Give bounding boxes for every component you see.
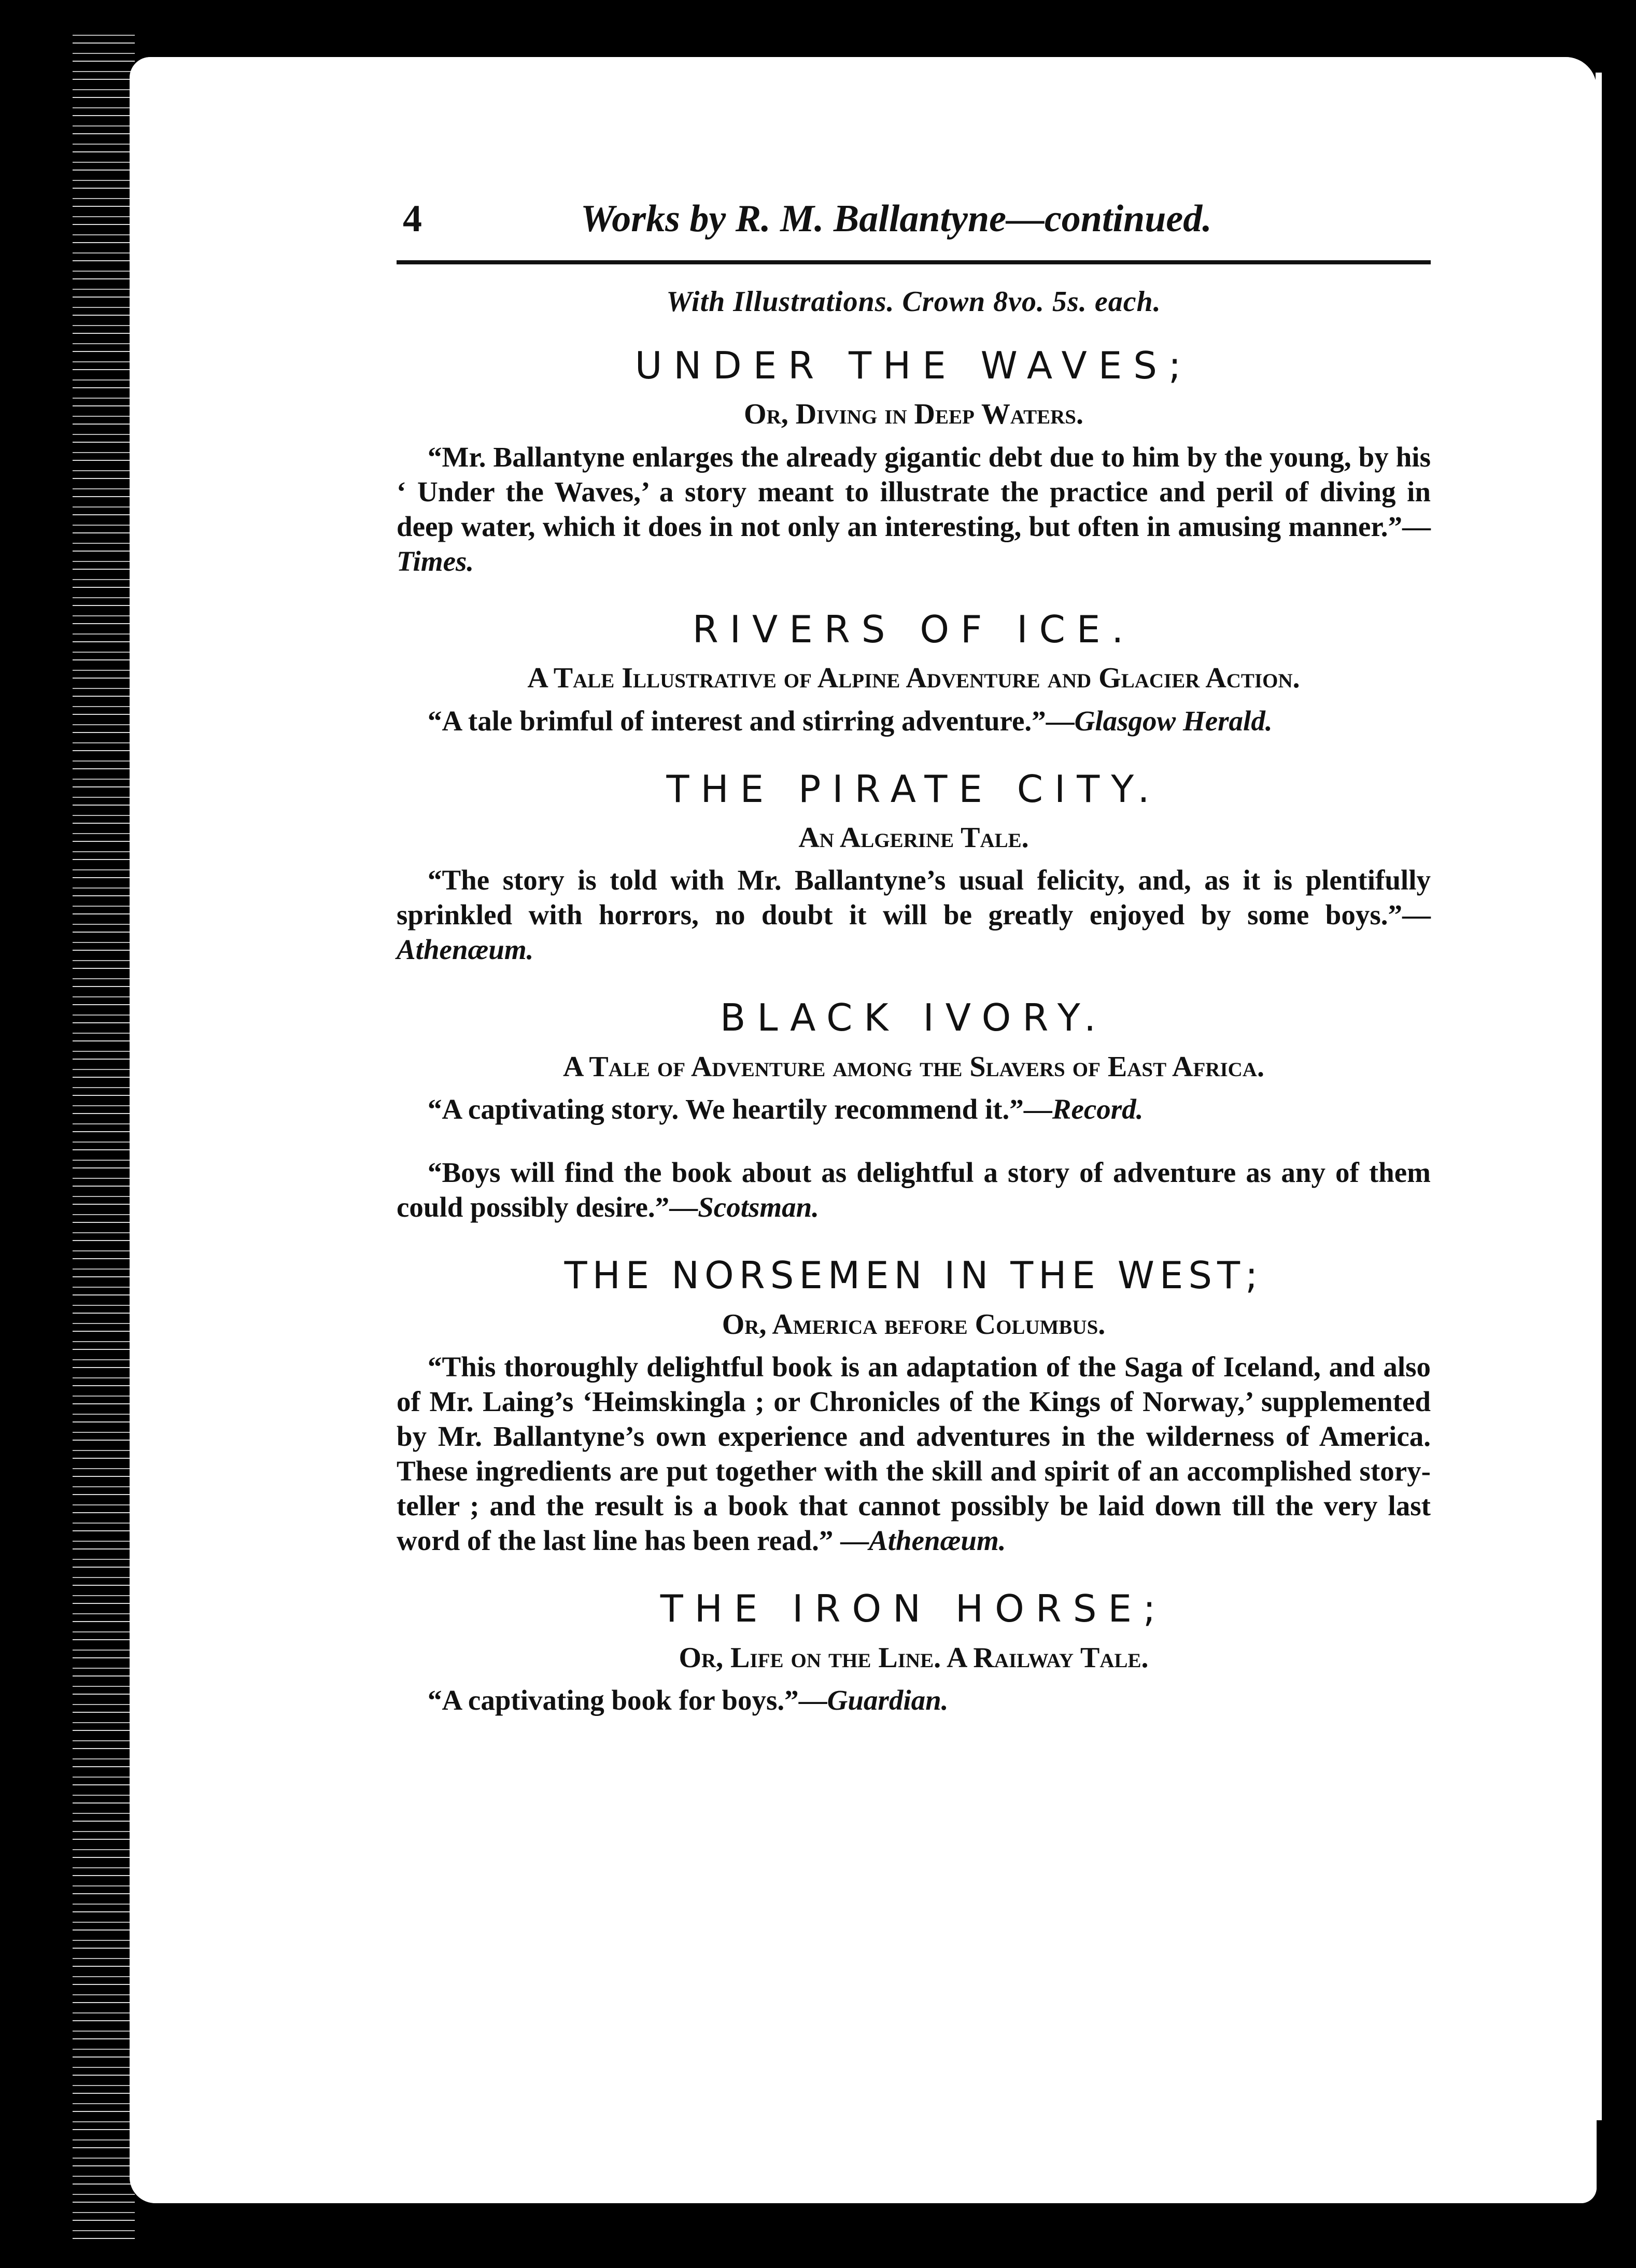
page-right-edge (1596, 73, 1602, 2120)
book-subtitle: Or, America before Columbus. (722, 1308, 1106, 1341)
book-subtitle: Or, Diving in Deep Waters. (744, 398, 1083, 431)
page-content (397, 197, 1431, 1746)
book-entry (397, 767, 1431, 967)
book-entry (397, 343, 1431, 579)
review-text: “Mr. Ballantyne enlarges the already gigantic debt due to him by the young, by his ‘ Under the Waves,’ a story meant to illustrate the practice and peril of diving in deep water, which it does in not only an interesting, but often in amusing manner.”— (397, 441, 1431, 542)
review-source: Record. (1052, 1093, 1144, 1125)
review-quote (397, 440, 1431, 579)
book-subtitle: A Tale Illustrative of Alpine Adventure and Glacier Action. (527, 662, 1300, 695)
page-number: 4 (403, 198, 422, 240)
book-title: THE IRON HORSE; (660, 1587, 1167, 1631)
running-title: Works by R. M. Ballantyne—continued. (581, 198, 1212, 240)
review-quote (397, 1349, 1431, 1558)
book-title: THE PIRATE CITY. (666, 767, 1161, 811)
review-quote (397, 1155, 1431, 1224)
book-subtitle: Or, Life on the Line. A Railway Tale. (679, 1641, 1149, 1674)
header-rule (397, 260, 1431, 264)
review-source: Glasgow Herald. (1074, 705, 1273, 737)
book-title: RIVERS OF ICE. (692, 607, 1135, 651)
review-quote (397, 863, 1431, 967)
book-title: THE NORSEMEN IN THE WEST; (564, 1253, 1263, 1298)
review-source: Guardian. (827, 1684, 949, 1716)
review-text: “A captivating story. We heartily recommend it.”— (428, 1093, 1052, 1125)
review-text: “This thoroughly delightful book is an adaptation of the Saga of Iceland, and also of Mr. Laing’s ‘Heimskingla ; or Chronicles of the Kings of Norway,’ supplemented by Mr. Ballantyne’s own experience and adventures in the wilderness of America. These ingredients are put together with the skill and spirit of an accomplished story-teller ; and the result is a book that cannot possibly be laid down till the very last word of the last line has been read.” — (397, 1350, 1431, 1557)
review-quote (397, 1683, 1431, 1717)
edition-note: With Illustrations. Crown 8vo. 5s. each. (666, 286, 1161, 318)
review-source: Athenæum. (397, 934, 534, 966)
page-header (397, 197, 1431, 249)
book-entry (397, 1253, 1431, 1558)
book-entry (397, 995, 1431, 1224)
book-subtitle: An Algerine Tale. (798, 822, 1029, 854)
review-text: “Boys will find the book about as delightful a story of adventure as any of them could possibly desire.”— (397, 1157, 1431, 1223)
review-text: “A captivating book for boys.”— (428, 1684, 827, 1716)
book-spine-edge (73, 31, 135, 2239)
review-source: Scotsman. (698, 1191, 819, 1223)
review-source: Times. (397, 545, 474, 577)
review-source: Athenæum. (869, 1525, 1006, 1557)
book-title: BLACK IVORY. (720, 996, 1108, 1040)
review-text: “The story is told with Mr. Ballantyne’s usual felicity, and, as it is plentifully sprinkled with horrors, no doubt it will be greatly enjoyed by some boys.”— (397, 864, 1431, 931)
review-quote (397, 1092, 1431, 1126)
review-text: “A tale brimful of interest and stirring adventure.”— (428, 705, 1075, 737)
book-subtitle: A Tale of Adventure among the Slavers of East Africa. (563, 1050, 1264, 1083)
book-title: UNDER THE WAVES; (634, 344, 1193, 387)
review-quote (397, 703, 1431, 738)
book-entry (397, 1586, 1431, 1717)
book-entry (397, 607, 1431, 738)
